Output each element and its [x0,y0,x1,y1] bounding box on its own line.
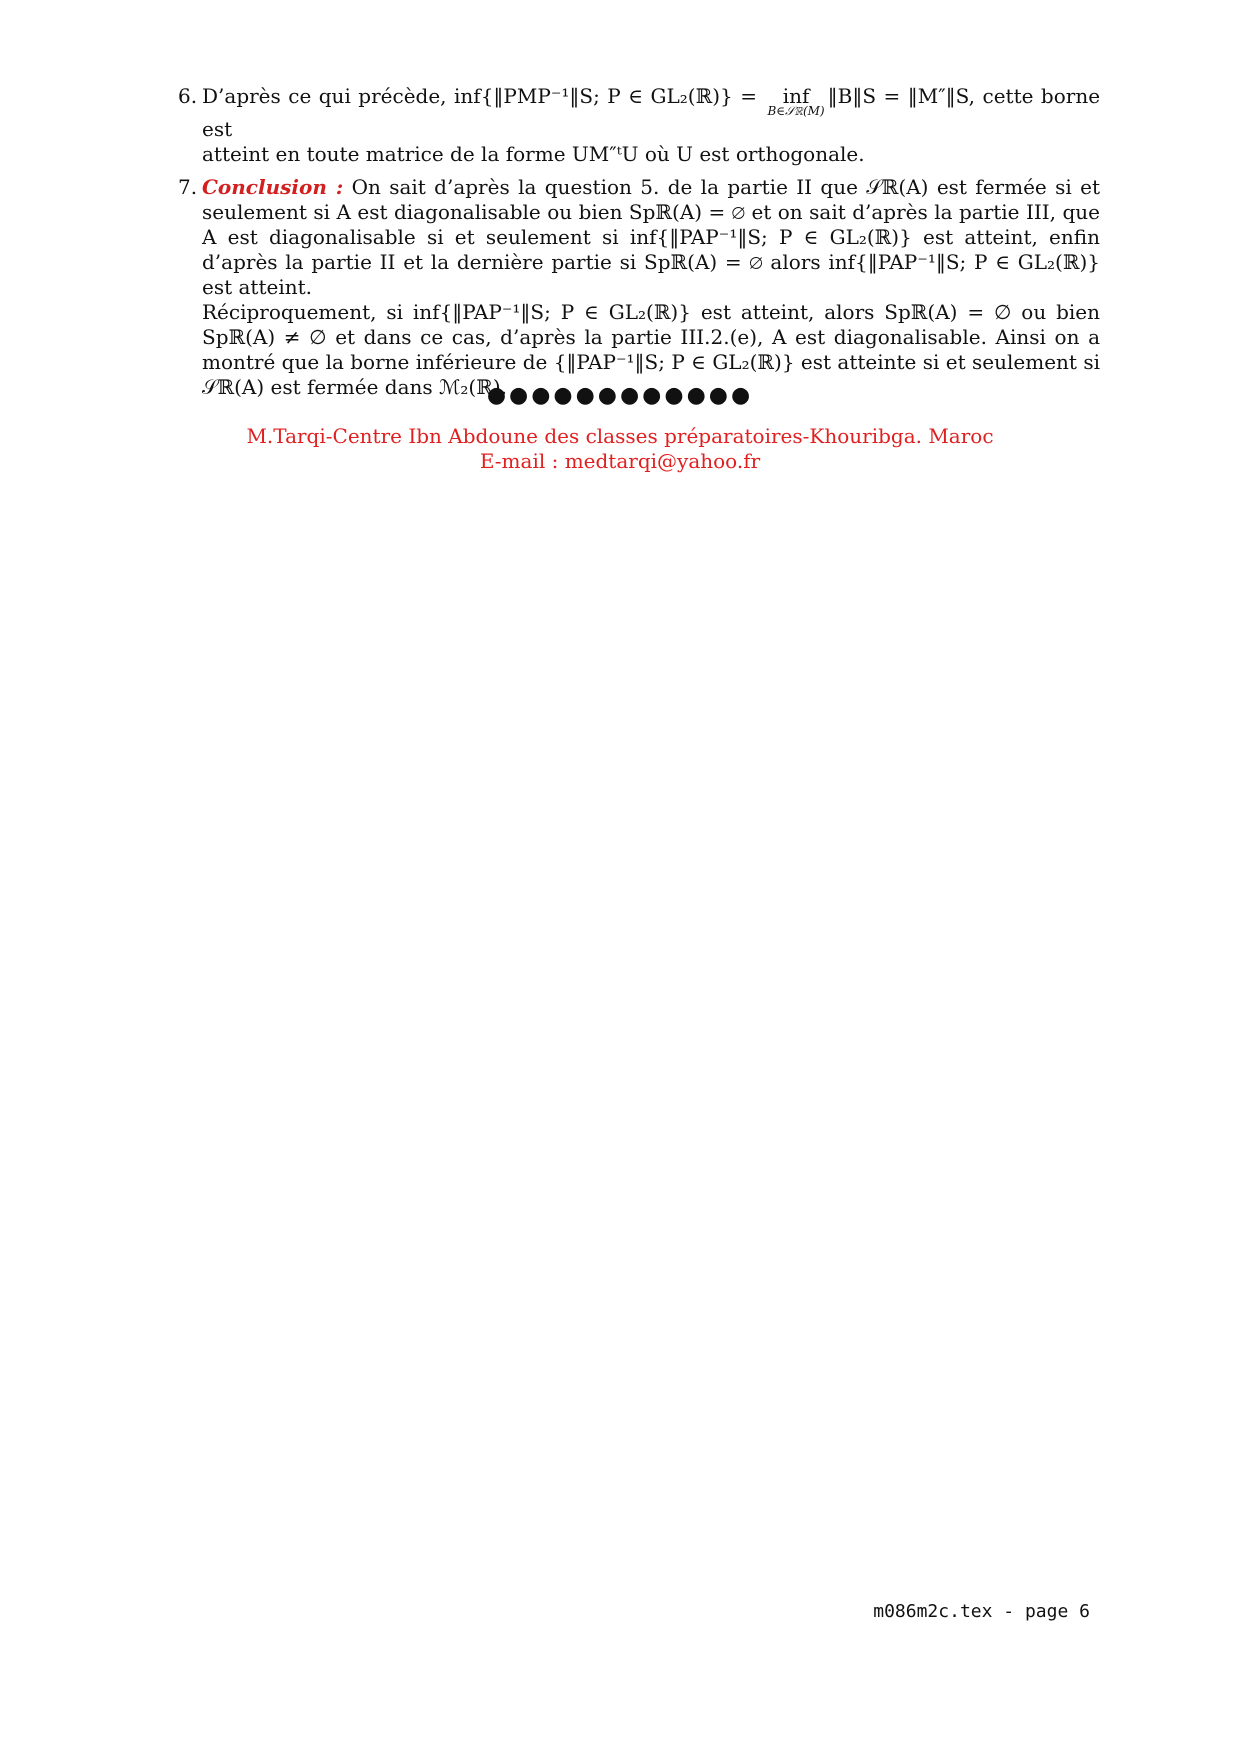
author-footer [0,424,1240,474]
item-number: 6. [178,84,198,108]
answer-7-text-1: On sait d’après la question 5. de la partie II que 𝒮ℝ(A) est fermée si et seulement si A est diagonalisable ou bien Spℝ(A) = ∅ et on sait d’après la partie III, que A est diagonalisable si et seulement si inf{‖PAP⁻¹‖S; P ∈ GL₂(ℝ)} est atteint, enfin d’après la partie II et la dernière partie si Spℝ(A) = ∅ alors inf{‖PAP⁻¹‖S; P ∈ GL₂(ℝ)} est atteint. [202,175,1100,299]
inf-operator-label: inf [782,84,810,108]
inf-operator [767,84,825,118]
email-line: E-mail : medtarqi@yahoo.fr [479,449,761,473]
answer-item-7 [178,175,1100,400]
conclusion-label: Conclusion : [202,175,344,199]
answer-6-intro: D’après ce qui précède, [202,84,447,108]
answer-7-paragraph-2: Réciproquement, si inf{‖PAP⁻¹‖S; P ∈ GL₂(ℝ)} est atteint, alors Spℝ(A) = ∅ ou bien Spℝ(A) ≠ ∅ et dans ce cas, d’après la partie III.2.(e), A est diagonalisable. Ainsi on a montré que la borne inférieure de {‖PAP⁻¹‖S; P ∈ GL₂(ℝ)} est atteinte si et seulement si 𝒮ℝ(A) est fermée dans ℳ₂(ℝ). [202,300,1100,399]
answer-6-tail: , cette borne est [202,84,1101,141]
answer-6-line-1 [202,84,1100,142]
section-separator: ●●●●●●●●●●●● [486,383,754,408]
answer-6-line-2: atteint en toute matrice de la forme UM″ᵗU où U est orthogonale. [202,142,865,166]
author-line: M.Tarqi-Centre Ibn Abdoune des classes préparatoires-Khouribga. Maroc [246,424,994,448]
answer-list [178,84,1100,400]
answer-6-formula-end: ‖B‖S = ‖M″‖S [827,84,969,108]
answer-item-6 [178,84,1100,167]
page-number: m086m2c.tex - page 6 [873,1601,1090,1622]
inf-subscript: B∈𝒮ℝ(M) [767,104,825,118]
answer-7-paragraph-1 [202,175,1100,300]
answer-6-formula: inf{‖PMP⁻¹‖S; P ∈ GL₂(ℝ)} = [454,84,757,108]
item-number: 7. [178,175,198,199]
